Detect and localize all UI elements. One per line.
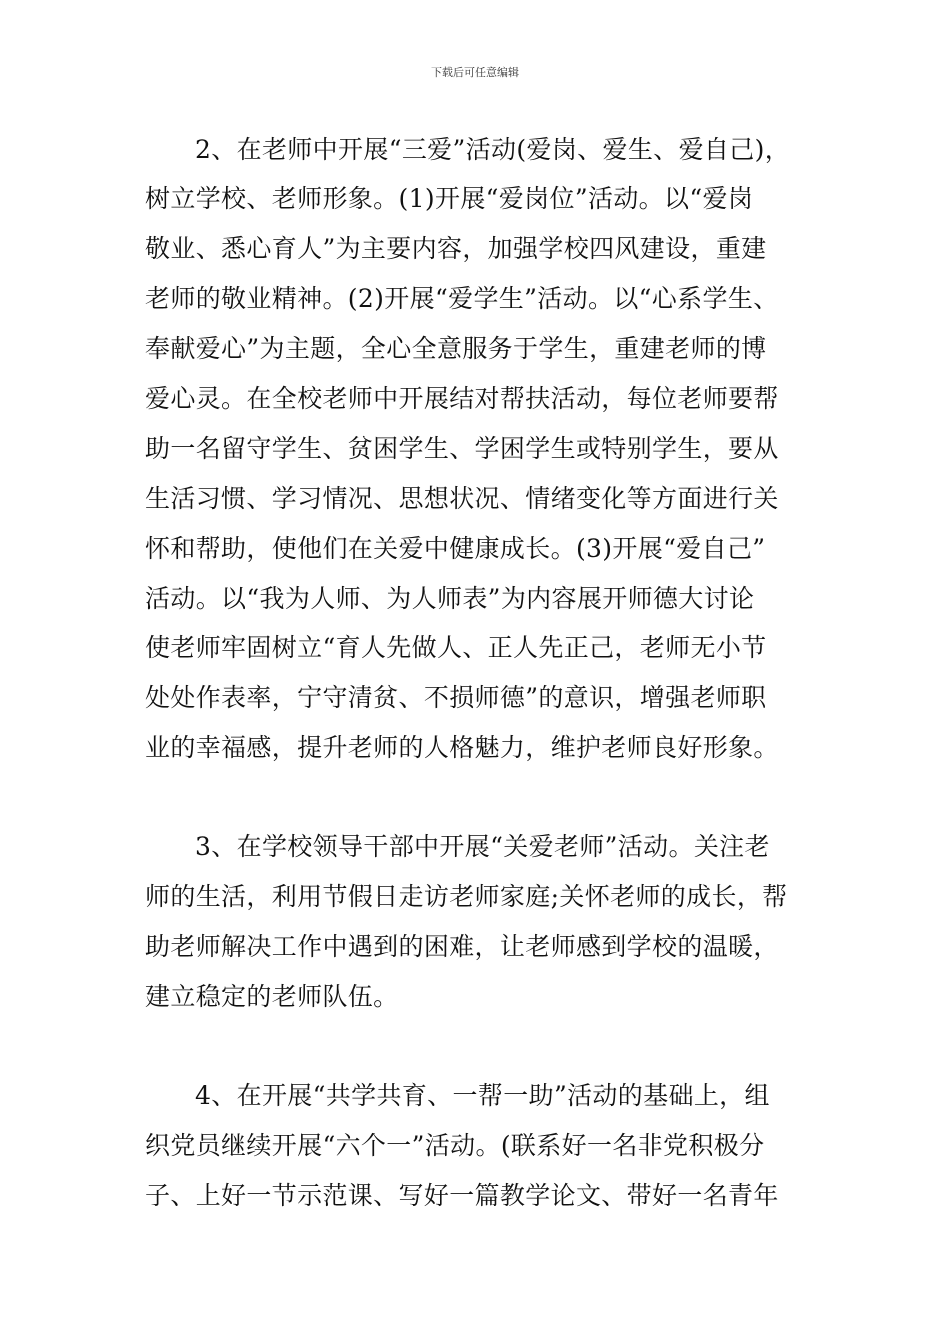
text-line: 子、上好一节示范课、写好一篇教学论文、带好一名青年 bbox=[145, 1181, 779, 1210]
text-line: 师的生活，利用节假日走访老师家庭;关怀老师的成长，帮 bbox=[145, 882, 788, 911]
text-line: 业的幸福感，提升老师的人格魅力，维护老师良好形象。 bbox=[145, 733, 779, 762]
text-line: 爱心灵。在全校老师中开展结对帮扶活动，每位老师要帮 bbox=[145, 384, 779, 413]
text-line: 2、在老师中开展“三爱”活动(爱岗、爱生、爱自己)， bbox=[195, 135, 791, 164]
text-line: 活动。以“我为人师、为人师表”为内容展开师德大讨论 bbox=[145, 584, 755, 613]
text-line: 助一名留守学生、贫困学生、学困学生或特别学生，要从 bbox=[145, 434, 779, 463]
text-line: 织党员继续开展“六个一”活动。(联系好一名非党积极分 bbox=[145, 1131, 765, 1160]
text-line: 生活习惯、学习情况、思想状况、情绪变化等方面进行关 bbox=[145, 484, 779, 513]
text-line: 奉献爱心”为主题，全心全意服务于学生，重建老师的博 bbox=[145, 334, 767, 363]
text-line: 树立学校、老师形象。(1)开展“爱岗位”活动。以“爱岗 bbox=[145, 184, 754, 213]
text-line: 老师的敬业精神。(2)开展“爱学生”活动。以“心系学生、 bbox=[145, 284, 779, 313]
text-line: 怀和帮助，使他们在关爱中健康成长。(3)开展“爱自己” bbox=[145, 534, 766, 563]
text-line: 敬业、悉心育人”为主要内容，加强学校四风建设，重建 bbox=[145, 234, 767, 263]
text-line: 助老师解决工作中遇到的困难，让老师感到学校的温暖， bbox=[145, 932, 779, 961]
text-line: 3、在学校领导干部中开展“关爱老师”活动。关注老 bbox=[195, 832, 770, 861]
text-line: 处处作表率，宁守清贫、不损师德”的意识，增强老师职 bbox=[145, 683, 767, 712]
page-header: 下载后可任意编辑 bbox=[431, 66, 519, 79]
text-line: 使老师牢固树立“育人先做人、正人先正己，老师无小节 bbox=[145, 633, 767, 662]
text-line: 建立稳定的老师队伍。 bbox=[145, 982, 399, 1011]
text-line: 4、在开展“共学共育、一帮一助”活动的基础上，组 bbox=[195, 1081, 770, 1110]
